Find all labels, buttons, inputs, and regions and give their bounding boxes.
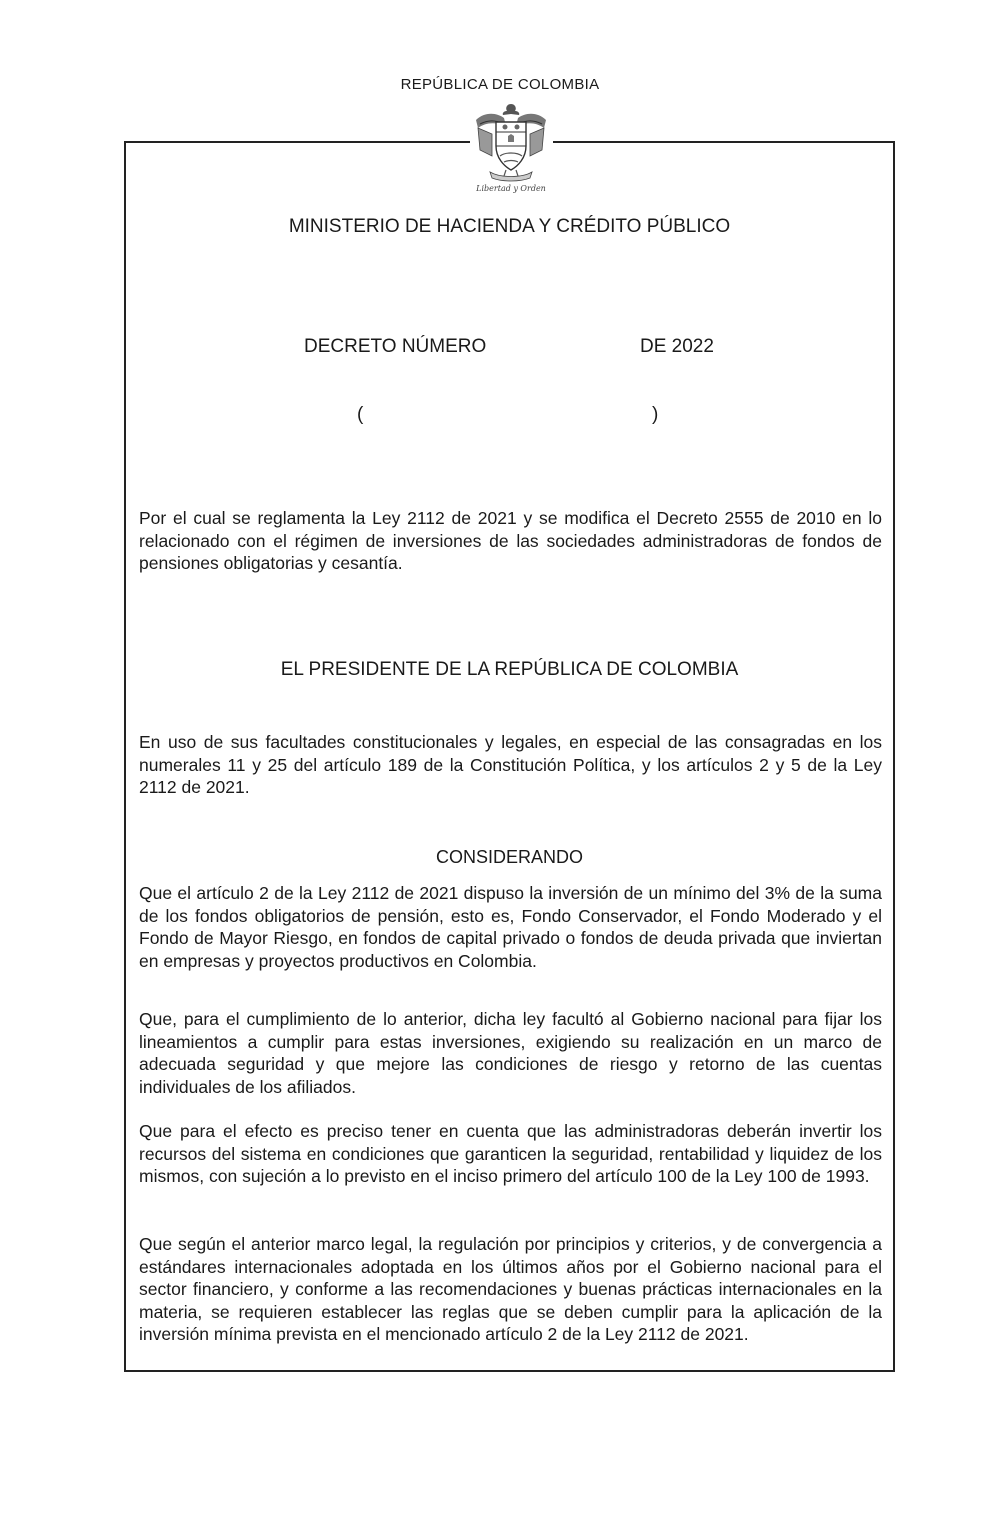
decree-summary: Por el cual se reglamenta la Ley 2112 de 2021 y se modifica el Decreto 2555 de 2010 en lo relacionado con el régimen de inversiones de las sociedades administradoras de fondos de pensiones obligatorias y cesantía. (139, 508, 882, 573)
considerando-paragraph-3: Que para el efecto es preciso tener en cuenta que las administradoras deberán invertir los recursos del sistema en condiciones que garanticen la seguridad, rentabilidad y liquidez de los mismos, con sujeción a lo previsto en el inciso primero del artículo 100 de la Ley 100 de 1993. (139, 1121, 882, 1186)
considerando-paragraph-4: Que según el anterior marco legal, la regulación por principios y criterios, y de convergencia a estándares internacionales adoptada en los últimos años por el Gobierno nacional para el sector financiero, y conforme a las recomendaciones y buenas prácticas internacionales en la materia, se requieren establecer las reglas que se deben cumplir para la aplicación de la inversión mínima prevista en el mencionado artículo 2 de la Ley 2112 de 2021. (139, 1234, 882, 1344)
decree-number-label: DECRETO NÚMERO (304, 336, 487, 357)
country-heading: REPÚBLICA DE COLOMBIA (400, 76, 600, 93)
motto-label: Libertad y Orden (476, 184, 546, 193)
decree-date-open-paren: ( (357, 404, 364, 425)
considerando-paragraph-1: Que el artículo 2 de la Ley 2112 de 2021 dispuso la inversión de un mínimo del 3% de la suma de los fondos obligatorios de pensión, esto es, Fondo Conservador, el Fondo Moderado y el Fondo de Mayor Riesgo, en fondos de capital privado o fondos de deuda privada que inviertan en empresas y proyectos productivos en Colombia. (139, 883, 882, 971)
ministry-title: MINISTERIO DE HACIENDA Y CRÉDITO PÚBLICO (288, 216, 731, 237)
decree-date-close-paren: ) (652, 404, 659, 425)
considerando-heading: CONSIDERANDO (435, 847, 583, 867)
president-heading: EL PRESIDENTE DE LA REPÚBLICA DE COLOMBIA (280, 659, 739, 680)
authority-paragraph: En uso de sus facultades constitucionales y legales, en especial de las consagradas en los numerales 11 y 25 del artículo 189 de la Constitución Política, y los artículos 2 y 5 de la Ley 2112 de 2021. (139, 732, 882, 797)
decree-year-label: DE 2022 (640, 336, 714, 357)
considerando-paragraph-2: Que, para el cumplimiento de lo anterior, dicha ley facultó al Gobierno nacional para fijar los lineamientos a cumplir para estas inversiones, exigiendo su realización en un marco de adecuada seguridad y que mejore las condiciones de riesgo y retorno de las cuentas individuales de los afiliados. (139, 1009, 882, 1097)
